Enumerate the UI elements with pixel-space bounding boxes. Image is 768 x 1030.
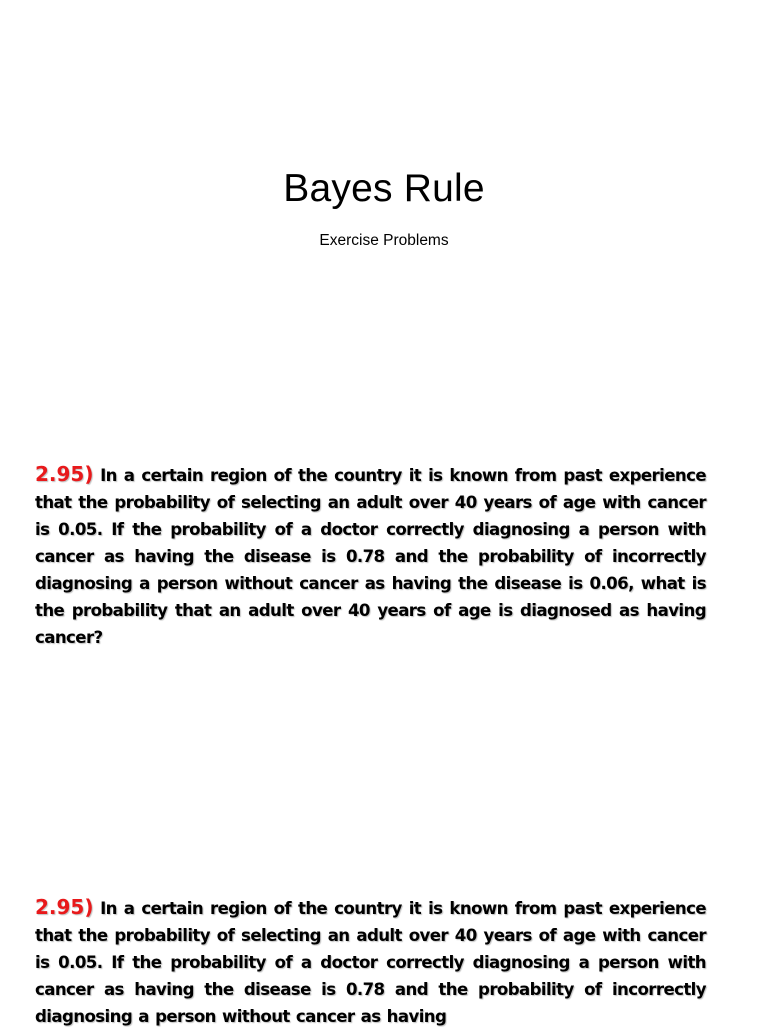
- slide-subtitle: Exercise Problems: [319, 232, 449, 249]
- problem-paragraph: [35, 461, 706, 651]
- problem-number: 2.95): [35, 462, 94, 486]
- problem-paragraph: [35, 894, 706, 1030]
- title-block: [0, 165, 768, 251]
- slide-title: Bayes Rule: [283, 167, 485, 210]
- problem-text: In a certain region of the country it is known from past experience that the probability of selecting an adult over 40 years of age with cancer is 0.05. If the probability of a doctor correctly diagnosing a person with cancer as having the disease is 0.78 and the probability of incorrectly diagnosing a person without cancer as having: [35, 899, 706, 1026]
- problem-number: 2.95): [35, 895, 94, 919]
- problem-text: In a certain region of the country it is known from past experience that the probability of selecting an adult over 40 years of age with cancer is 0.05. If the probability of a doctor correctly diagnosing a person with cancer as having the disease is 0.78 and the probability of incorrectly diagnosing a person without cancer as having the disease is 0.06, what is the probability that an adult over 40 years of age is diagnosed as having cancer?: [35, 466, 706, 647]
